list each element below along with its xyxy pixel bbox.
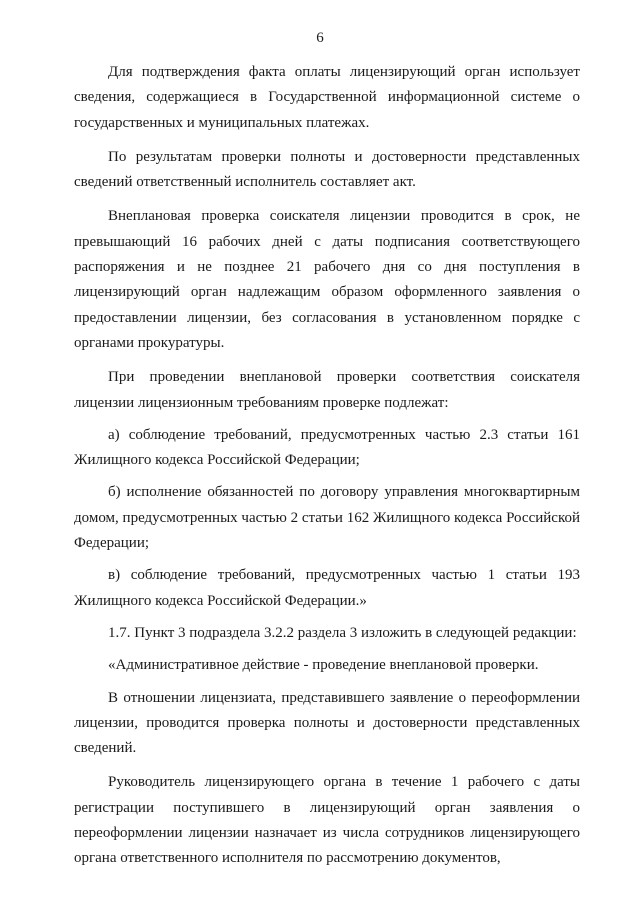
paragraph-unscheduled-inspection: Внеплановая проверка соискателя лицензии проводится в срок, не превышающий 16 рабочих дней с даты подписания соответствующего распоряжения и не позднее 21 рабочего дня со дня поступления в лицензирующий орган надлежащим образом оформленного заявления о предоставлении лицензии, без согласования в установленном порядке с органами прокуратуры. [74, 208, 580, 351]
paragraph-act: По результатам проверки полноты и достоверности представленных сведений ответственный исполнитель составляет акт. [74, 148, 580, 191]
list-item-a: а) соблюдение требований, предусмотренных частью 2.3 статьи 161 Жилищного кодекса Российской Федерации; [74, 426, 580, 469]
paragraph-responsible-officer: Руководитель лицензирующего органа в течение 1 рабочего с даты регистрации поступившего в лицензирующий орган заявления о переоформлении лицензии назначает из числа сотрудников лицензирующего органа ответственного исполнителя по рассмотрению документов, [74, 774, 580, 867]
paragraph-payment-verification: Для подтверждения факта оплаты лицензирующий орган использует сведения, содержащиеся в Государственной информационной системе о государственных и муниципальных платежах. [74, 64, 580, 131]
page-number: 6 [316, 30, 324, 46]
list-item-c: в) соблюдение требований, предусмотренных частью 1 статьи 193 Жилищного кодекса Российской Федерации.» [74, 567, 580, 609]
paragraph-reissue-check: В отношении лицензиата, представившего заявление о переоформлении лицензии, проводится проверка полноты и достоверности представленных сведений. [74, 689, 580, 757]
paragraph-administrative-action: «Административное действие - проведение внеплановой проверки. [108, 657, 539, 674]
paragraph-inspection-subject: При проведении внеплановой проверки соответствия соискателя лицензии лицензионным требованиям проверке подлежат: [74, 369, 580, 411]
list-item-b: б) исполнение обязанностей по договору управления многоквартирным домом, предусмотренных частью 2 статьи 162 Жилищного кодекса Российской Федерации; [74, 484, 581, 552]
document-body [74, 60, 580, 881]
paragraph-amendment-1-7: 1.7. Пункт 3 подраздела 3.2.2 раздела 3 изложить в следующей редакции: [108, 624, 577, 641]
